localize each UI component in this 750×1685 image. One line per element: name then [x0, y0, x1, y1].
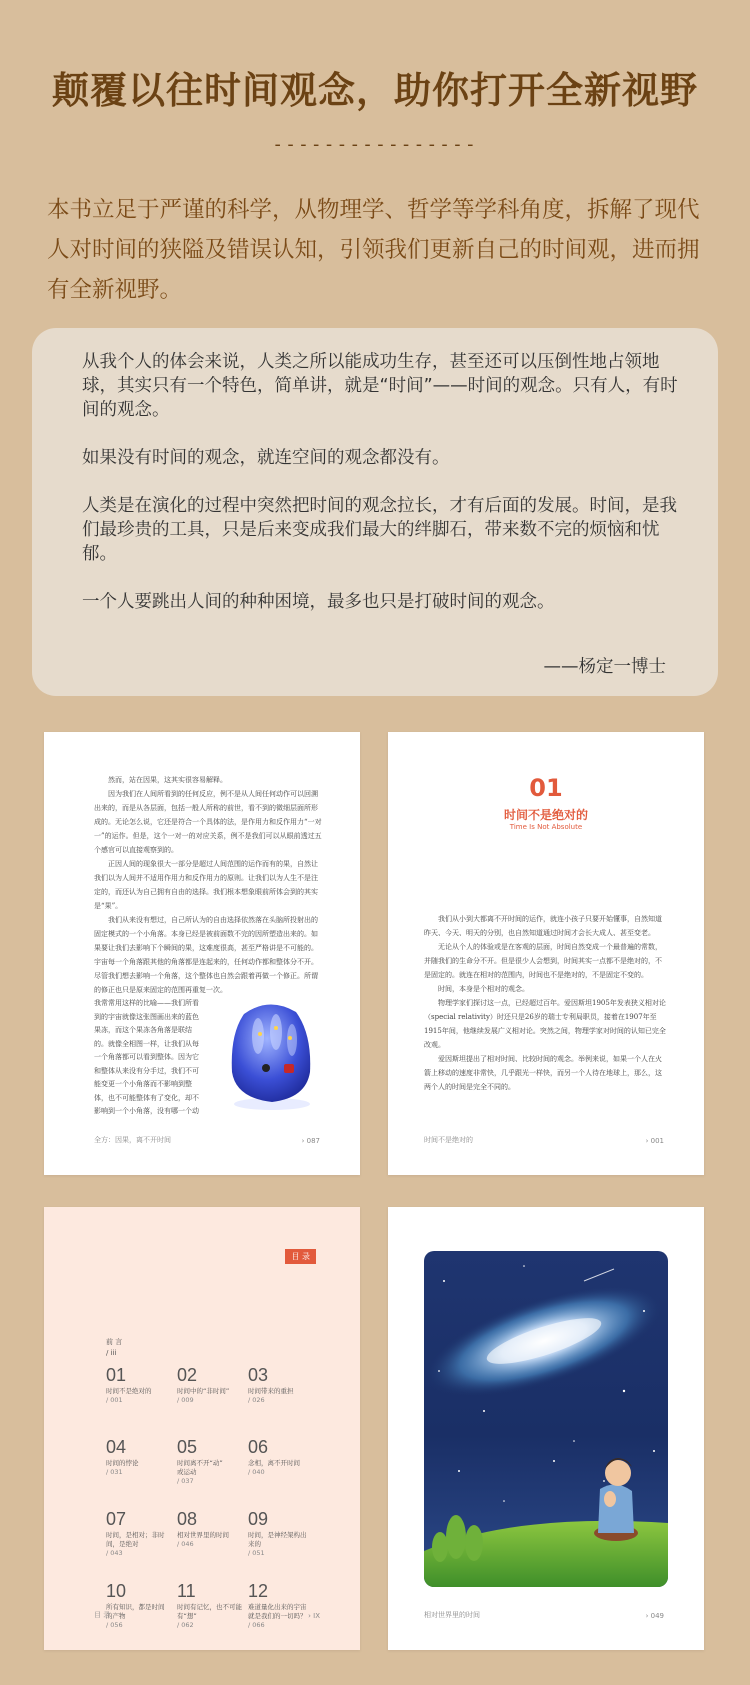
- quote-paragraph: 一个人要跳出人间的种种困境，最多也只是打破时间的观念。: [82, 592, 555, 612]
- book-page-4: [388, 1207, 704, 1650]
- toc-item-number: 10: [106, 1581, 127, 1601]
- toc-item-page: / 046: [177, 1540, 194, 1548]
- page-paragraph: 无论从个人的体验或是在客观的层面，时间自然变成一个最普遍的常数，并随我们的生命分不开。但是很少人会想到，时间其实一点都不是绝对的，不是固定的。就连在相对的范围内，时间也不是绝对的，不是固定不变的。: [424, 943, 662, 979]
- page-footer-left: 目 录: [94, 1611, 111, 1619]
- toc-item-page: / 040: [248, 1468, 265, 1476]
- page-wrap-text: 我常常用这样的比喻——我们所看到的宇宙就像这张图画出来的蓝色果冻，而这个果冻各角落是联结的。就像全相图一样，让我们从每一个角落都可以看到整体。因为它和整体从来没有分手过，我们不可能变更一个小角落而不影响到整体，也不可能整体有了变化，却不影响到一个小角落，没有哪一个动: [94, 999, 199, 1115]
- toc-item: [248, 1365, 319, 1425]
- quote-text: [82, 350, 682, 638]
- toc-item-number: 01: [106, 1365, 127, 1385]
- toc-item: [177, 1365, 248, 1425]
- page-footer-left: 相对世界里的时间: [424, 1611, 480, 1619]
- toc-item-page: / 051: [248, 1549, 265, 1557]
- toc-item: [177, 1509, 248, 1569]
- page-paragraph: 时间，本身是个相对的观念。: [438, 985, 529, 993]
- chapter-number: 01: [529, 774, 563, 802]
- page-footer-right: › IX: [308, 1612, 320, 1620]
- toc-item-page: / 001: [106, 1396, 123, 1404]
- toc-item-number: 08: [177, 1509, 198, 1529]
- galaxy-illustration-frame: [424, 1251, 668, 1587]
- toc-item-title: 时间不是绝对的: [106, 1387, 152, 1395]
- divider-dashes: ----------------: [272, 134, 478, 155]
- toc-item-page: / 062: [177, 1621, 194, 1629]
- toc-item-page: / 031: [106, 1468, 123, 1476]
- toc-item: [106, 1581, 177, 1641]
- page-paragraph: 我们从来没有想过，自己所认为的自由选择依然落在头脑所投射出的固定模式的一个小角落。本身已经是被前面数不完的因所塑造出来的。如果要让我们去影响下个瞬间的果，这难度很高，甚至严格讲是不可能的。宇宙每一个角落跟其他的角落都是连起来的，任何动作都和整体分不开。尽管我们想去影响一个角落，这个整体也自然会跟着再做一个修正。所谓的修正也只是原来固定的范围再重复一次。: [94, 916, 318, 994]
- toc-item-title: 时间，是神经架构出 来的: [248, 1531, 307, 1548]
- page-paragraph: 我们从小到大都离不开时间的运作，就连小孩子只要开始懂事，自然知道昨天、今天、明天的分别，也自然知道通过时间才会长大成人、甚至变老。: [424, 915, 662, 937]
- toc-item-page: / 066: [248, 1621, 265, 1629]
- toc-item-title: 所有知识，都是时间 的产物: [106, 1603, 165, 1620]
- chapter-title: 时间不是绝对的: [503, 808, 588, 822]
- page-body-text: [94, 773, 324, 997]
- quote-paragraph: 从我个人的体会来说，人类之所以能成功生存，甚至还可以压倒性地占领地球，其实只有一个特色，简单讲，就是“时间”——时间的观念。只有人，有时间的观念。: [82, 352, 678, 420]
- toc-item: [177, 1437, 248, 1497]
- page-paragraph: 正因人间的现象很大一部分是超过人间范围的运作而有的果，自然让我们以为人间并不适用作用力和反作用力的原则。让我们以为人生不是注定的，而还认为自己拥有自由的选择。我们根本想象眼前所体会到的其实是“果”。: [94, 860, 318, 910]
- toc-item-title: 难道量化出来的宇宙 就是我们的一切吗？: [248, 1603, 307, 1620]
- blue-jelly-illustration: [214, 994, 324, 1114]
- toc-item-number: 12: [248, 1581, 269, 1601]
- chapter-subtitle: Time Is Not Absolute: [509, 823, 583, 831]
- toc-item-number: 05: [177, 1437, 198, 1457]
- toc-item-number: 07: [106, 1509, 127, 1529]
- toc-item-title: 时间带来的重担: [248, 1387, 294, 1395]
- toc-grid: [106, 1365, 316, 1641]
- quote-signature: ——杨定一博士: [543, 657, 666, 677]
- book-page-3-toc: [44, 1207, 360, 1650]
- toc-front-label: 前 言: [106, 1338, 123, 1346]
- toc-badge: 目 录: [285, 1249, 316, 1264]
- toc-item-number: 11: [177, 1581, 196, 1601]
- headline: 颠覆以往时间观念，助你打开全新视野: [52, 69, 698, 112]
- toc-item-title: 时间有记忆，也不可能 有“想”: [177, 1603, 242, 1620]
- toc-item-page: / 056: [106, 1621, 123, 1629]
- toc-item-title: 时间中的“非时间”: [177, 1387, 230, 1395]
- page-footer-right: › 049: [645, 1612, 664, 1620]
- intro-text: 本书立足于严谨的科学，从物理学、哲学等学科角度，拆解了现代人对时间的狭隘及错误认知，引领我们更新自己的时间观，进而拥有全新视野。: [47, 197, 700, 303]
- toc-item: [106, 1437, 177, 1497]
- toc-item-title: 念相，离不开时间: [248, 1459, 300, 1467]
- toc-item-number: 03: [248, 1365, 269, 1385]
- toc-item-number: 06: [248, 1437, 269, 1457]
- page-footer-right: › 087: [301, 1137, 320, 1145]
- toc-item-number: 09: [248, 1509, 269, 1529]
- toc-item-number: 02: [177, 1365, 198, 1385]
- page-paragraph: 爱因斯坦提出了相对时间、比较时间的观念。举例来说，如果一个人在火箭上移动的速度非常快，几乎跟光一样快，而另一个人待在地球上，那么，这两个人的时间是完全不同的。: [424, 1055, 662, 1091]
- toc-item-page: / 043: [106, 1549, 123, 1557]
- page-footer-left: 时间不是绝对的: [424, 1136, 473, 1144]
- book-page-1: [44, 732, 360, 1175]
- toc-item-title: 时间离不开“动” 或运动: [177, 1459, 223, 1476]
- toc-item: [248, 1581, 319, 1641]
- toc-item-page: / 009: [177, 1396, 194, 1404]
- toc-item-title: 时间的悖论: [106, 1459, 139, 1467]
- quote-paragraph: 人类是在演化的过程中突然把时间的观念拉长，才有后面的发展。时间，是我们最珍贵的工具，只是后来变成我们最大的绊脚石，带来数不完的烦恼和忧郁。: [82, 496, 677, 564]
- quote-paragraph: 如果没有时间的观念，就连空间的观念都没有。: [82, 448, 450, 468]
- quote-box: [32, 328, 718, 696]
- toc-item-page: / 037: [177, 1477, 194, 1485]
- toc-item: [177, 1581, 248, 1641]
- toc-item: [106, 1365, 177, 1425]
- toc-item: [248, 1437, 319, 1497]
- page-footer-left: 全方：因果，离不开时间: [94, 1136, 171, 1144]
- toc-item-number: 04: [106, 1437, 127, 1457]
- toc-item-page: / 026: [248, 1396, 265, 1404]
- toc-front: [106, 1337, 122, 1359]
- book-page-2: [388, 732, 704, 1175]
- toc-item-title: 相对世界里的时间: [177, 1531, 229, 1539]
- galaxy-illustration: [424, 1251, 668, 1587]
- page-paragraph: 物理学家们探讨这一点，已经超过百年。爱因斯坦1905年发表狭义相对论（special relativity）时还只是26岁的瑞士专利局职员，接着在1907年至1915年间，他继续发展广义相对论。突然之间，物理学家对时间的认知已完全改观。: [424, 999, 666, 1049]
- page-paragraph: 因为我们在人间所看到的任何反应，例不是从人间任何动作可以回溯出来的，而是从各层面，包括一般人所称的前世，看不到的微细层面所形成的。无论怎么说，它还是符合一个具体的法，是作用力和反作用力“一对一”的运作。但是，这个一对一的对应关系，例不是我们可以从眼前透过五个感官可以直接观察到的。: [94, 790, 322, 854]
- page-footer-right: › 001: [645, 1137, 664, 1145]
- toc-item: [248, 1509, 319, 1569]
- toc-item: [106, 1509, 177, 1569]
- toc-front-page: / iii: [106, 1349, 117, 1357]
- page-paragraph: 然而，站在因果，这其实很容易解释。: [108, 776, 227, 784]
- toc-item-title: 时间，是相对；非时 间，是绝对: [106, 1531, 165, 1548]
- page-body-text: [424, 912, 668, 1094]
